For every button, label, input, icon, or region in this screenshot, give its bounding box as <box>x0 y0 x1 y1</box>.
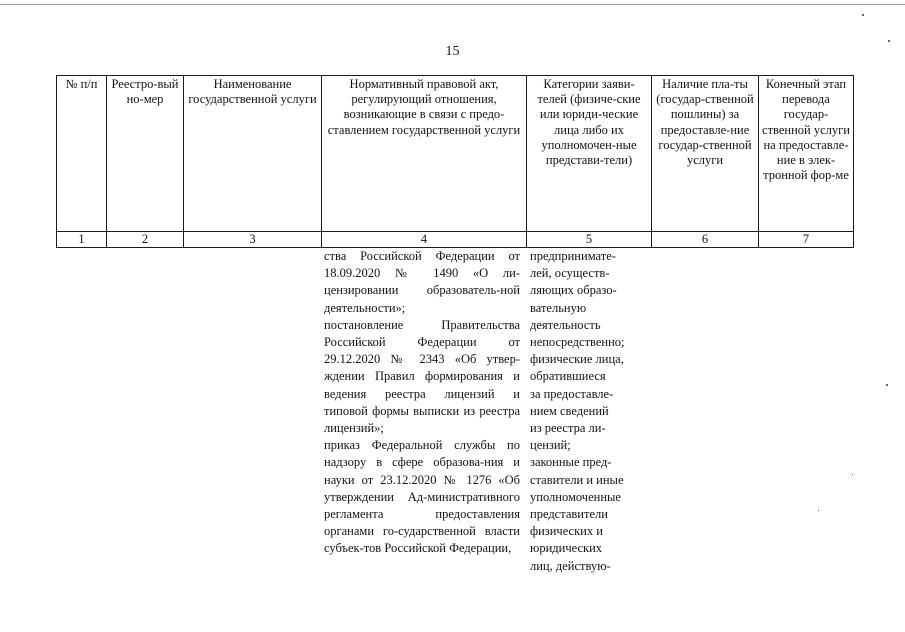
header-cell-legal-act: Нормативный правовой акт, регулирующий отношения, возникающие в связи с предо-ставлением государственной услуги <box>322 76 527 232</box>
column-number: 1 <box>57 232 107 248</box>
header-cell-fee: Наличие пла-ты (государ-ственной пошлины) за предоставле-ние государ-ственной услуги <box>652 76 759 232</box>
scan-speck <box>852 474 853 475</box>
header-cell-final-stage: Конечный этап перевода государ-ственной услуги на предоставле-ние в элек-тронной фор-ме <box>759 76 854 232</box>
scan-speck <box>888 40 890 42</box>
column-number: 2 <box>107 232 184 248</box>
column-number: 4 <box>322 232 527 248</box>
services-table-header <box>56 75 854 248</box>
column-number-row <box>57 232 854 248</box>
header-row <box>57 76 854 232</box>
page-number: 15 <box>445 44 460 59</box>
column-number: 3 <box>184 232 322 248</box>
column-number: 5 <box>527 232 652 248</box>
scan-edge-line <box>0 4 905 5</box>
legal-act-continued-text: ства Российской Федерации от 18.09.2020 № 1490 «О ли-цензировании образователь-ной деятельности»; постановление Правительства Российской Федерации от 29.12.2020 № 2343 «Об утвер-ждении Правил формирования и ведения реестра лицензий и типовой формы выписки из реестра лицензий»; приказ Федеральной службы по надзору в сфере образова-ния и науки от 23.12.2020 № 1276 «Об утверждении Ад-министративного регламента предоставления органами го-сударственной власти субъек-тов Российской Федерации, <box>324 249 520 556</box>
header-cell-registry-number: Реестро-вый но-мер <box>107 76 184 232</box>
header-cell-number: № п/п <box>57 76 107 232</box>
scan-speck <box>818 510 819 511</box>
scan-speck <box>886 384 888 386</box>
header-cell-applicant-categories: Категории заяви-телей (физиче-ские или юриди-ческие лица либо их уполномочен-ные представи-тели) <box>527 76 652 232</box>
scan-speck <box>862 14 864 16</box>
column-number: 7 <box>759 232 854 248</box>
applicant-categories-continued-text: предпринимате- лей, осуществ- ляющих образо- вательную деятельность непосредственно; физические лица, обратившиеся за предоставле- нием сведений из реестра ли- цензий; законные пред- ставители и иные уполномоченные представители физических и юридических лиц, действую- <box>530 249 625 573</box>
header-cell-service-name: Наименование государственной услуги <box>184 76 322 232</box>
column-number: 6 <box>652 232 759 248</box>
